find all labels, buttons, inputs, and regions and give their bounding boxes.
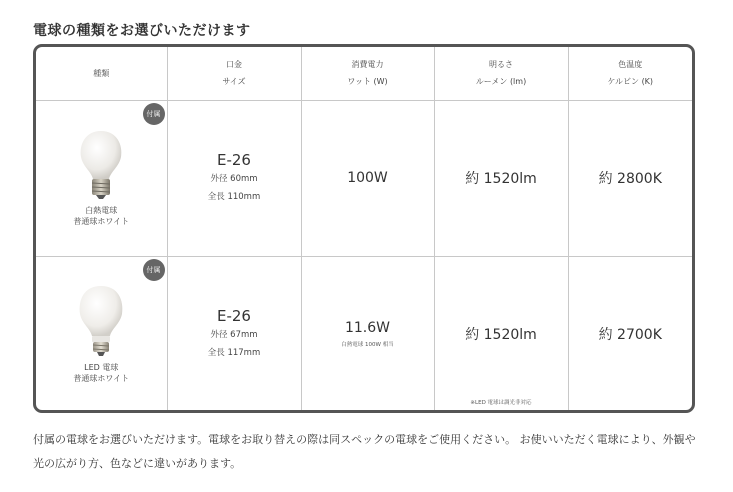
watt-cell bbox=[301, 256, 434, 412]
table-row bbox=[36, 256, 692, 412]
kelvin-cell bbox=[568, 100, 692, 256]
header-lumen: 明るさ ルーメン (lm) bbox=[434, 47, 568, 100]
base-size: E-26 bbox=[217, 307, 251, 326]
lumen-value: 約 1520lm bbox=[465, 327, 537, 344]
outer-diameter: 外径 60mm bbox=[210, 174, 258, 184]
lumen-cell bbox=[434, 256, 568, 412]
included-badge: 付属 bbox=[143, 103, 165, 125]
page-title: 電球の種類をお選びいただけます bbox=[33, 23, 251, 39]
watt-value: 100W bbox=[347, 170, 388, 186]
lumen-value: 約 1520lm bbox=[465, 171, 537, 187]
total-length: 全長 110mm bbox=[207, 192, 261, 202]
dimming-note: ※LED 電球は調光非対応 bbox=[470, 400, 532, 406]
watt-cell bbox=[301, 100, 434, 256]
header-type: 種類 bbox=[36, 47, 167, 100]
kelvin-value: 約 2800K bbox=[598, 171, 662, 187]
base-cell bbox=[167, 100, 301, 256]
kelvin-value: 約 2700K bbox=[598, 327, 662, 344]
led-bulb-icon bbox=[76, 284, 126, 358]
header-base: 口金 サイズ bbox=[167, 47, 301, 100]
type-cell bbox=[36, 100, 167, 256]
type-cell bbox=[36, 256, 167, 412]
kelvin-cell bbox=[568, 256, 692, 412]
watt-equivalent-note: 白熱電球 100W 相当 bbox=[341, 342, 394, 349]
lumen-cell bbox=[434, 100, 568, 256]
table-row bbox=[36, 100, 692, 256]
table-header-row bbox=[36, 47, 692, 100]
header-watt: 消費電力 ワット (W) bbox=[301, 47, 434, 100]
header-kelvin: 色温度 ケルビン (K) bbox=[568, 47, 692, 100]
base-size: E-26 bbox=[217, 151, 251, 169]
bulb-spec-table bbox=[33, 44, 695, 413]
type-name: 白熱電球 普通球ホワイト bbox=[73, 206, 130, 226]
included-badge: 付属 bbox=[143, 259, 165, 281]
footnote-text: 付属の電球をお選びいただけます。電球をお取り替えの際は同スペックの電球をご使用ください。 お使いいただく電球により、外観や光の広がり方、色などに違いがあります。 bbox=[33, 433, 696, 470]
watt-value: 11.6W bbox=[344, 320, 390, 337]
outer-diameter: 外径 67mm bbox=[210, 330, 258, 341]
total-length: 全長 117mm bbox=[207, 348, 261, 359]
incandescent-bulb-icon bbox=[77, 129, 125, 201]
type-name: LED 電球 普通球ホワイト bbox=[73, 363, 130, 384]
base-cell bbox=[167, 256, 301, 412]
